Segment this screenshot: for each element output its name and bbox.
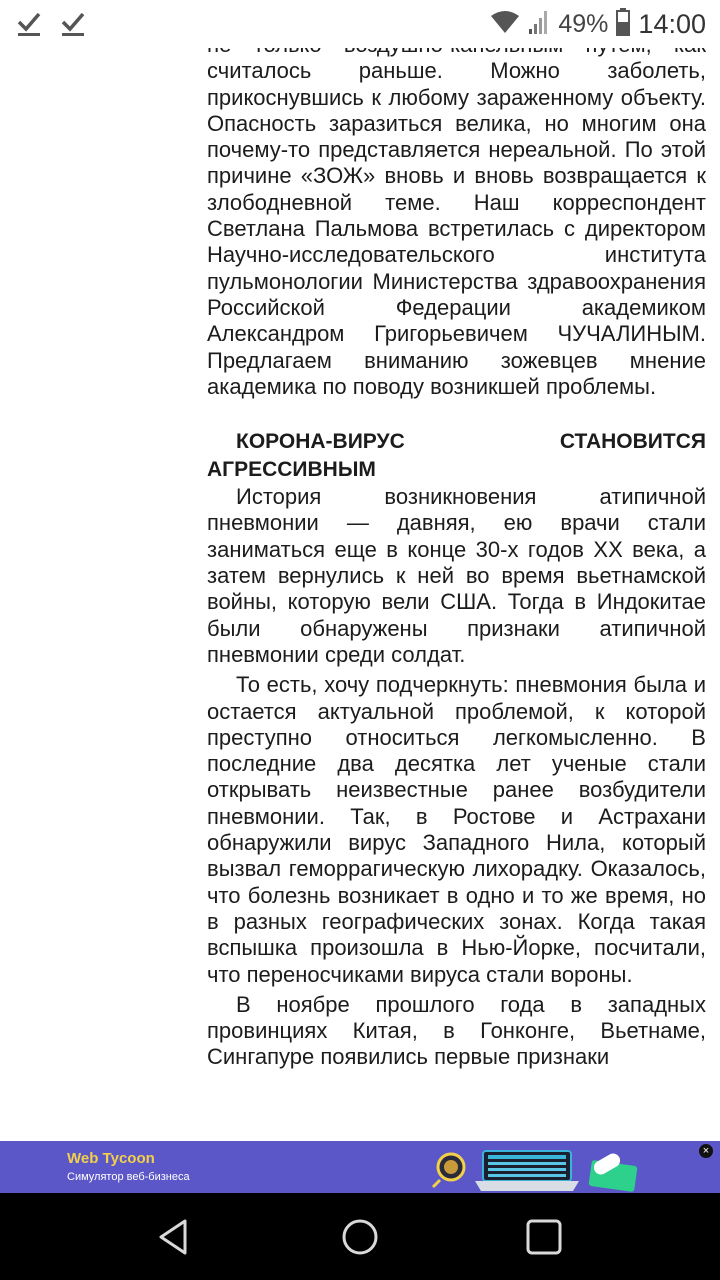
recent-square-icon xyxy=(522,1215,566,1259)
heading-line-2: АГРЕССИВНЫМ xyxy=(207,458,376,482)
ad-title: Web Tycoon xyxy=(67,1150,155,1167)
clock: 14:00 xyxy=(638,8,706,39)
heading-word-2: СТАНОВИТСЯ xyxy=(559,430,706,454)
status-indicators xyxy=(490,6,706,42)
back-button[interactable] xyxy=(153,1215,197,1259)
download-done-icon xyxy=(16,8,42,38)
ad-subtitle: Симулятор веб-бизнеса xyxy=(67,1171,190,1183)
heading-word-1: КОРОНА-ВИРУС xyxy=(236,430,405,454)
back-triangle-icon xyxy=(153,1215,197,1259)
ad-illustration-icon xyxy=(430,1143,660,1193)
wifi-icon xyxy=(490,10,520,39)
ad-banner[interactable] xyxy=(0,1141,720,1193)
paragraph-intro: считалось раньше. Можно заболеть, прикоснувшись к любому зараженному объекту. Опасность заразиться велика, но многим она почему-то представляется нереальной. По этой причине «ЗОЖ» вновь и вновь возвращается к злободневной теме. Наш корреспондент Светлана Пальмова встретилась с директором Научно-исследовательского института пульмонологии Министерства здравоохранения Российской Федерации академиком Александром Григорьевичем ЧУЧАЛИНЫМ. Предлагаем вниманию зожевцев мнение академика по поводу возникшей проблемы. xyxy=(207,58,706,399)
battery-icon xyxy=(616,8,630,41)
battery-percent: 49% xyxy=(558,9,609,38)
article-content[interactable] xyxy=(207,32,706,1071)
paragraph-2: То есть, хочу подчеркнуть: пневмония была и остается актуальной проблемой, к которой преступно относиться легкомысленно. В последние два десятка лет ученые стали открывать неизвестные ранее возбудители пневмонии. Так, в Ростове и Астрахани обнаружили вирус Западного Нила, который вызвал геморрагическую лихорадку. Оказалось, что болезнь возникает в одно и то же время, но в разных географических зонах. Когда такая вспышка произошла в Нью-Йорке, посчитали, что переносчиками вируса стали вороны. xyxy=(207,672,706,987)
signal-icon xyxy=(528,9,550,40)
home-circle-icon xyxy=(338,1215,382,1259)
paragraph-3: В ноябре прошлого года в западных провинциях Китая, в Гонконге, Вьетнаме, Сингапуре появились первые признаки xyxy=(207,991,706,1070)
status-bar xyxy=(0,0,720,48)
ad-close-button[interactable]: × xyxy=(699,1144,713,1158)
heading-line-1 xyxy=(207,428,706,456)
home-button[interactable] xyxy=(338,1215,382,1259)
download-done-icon-2 xyxy=(60,8,86,38)
notification-icons xyxy=(16,8,86,38)
paragraph-1: История возникновения атипичной пневмонии — давняя, ею врачи стали заниматься еще в конце 30-х годов XX века, а затем вернулись к ней во время вьетнамской войны, которую вели США. Тогда в Индокитае были обнаружены признаки атипичной пневмонии среди солдат. xyxy=(207,484,706,667)
recent-apps-button[interactable] xyxy=(522,1215,566,1259)
section-heading xyxy=(207,428,706,484)
navigation-bar xyxy=(0,1193,720,1280)
